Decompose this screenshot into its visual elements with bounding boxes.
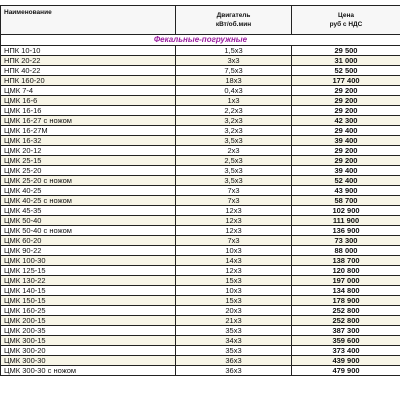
header-price-line2: руб с НДС [329, 21, 363, 28]
row-price: 29 200 [292, 106, 400, 116]
row-name: ЦМК 50-40 [1, 216, 176, 226]
row-name: ЦМК 130-22 [1, 276, 176, 286]
table-row [1, 56, 400, 66]
price-table [0, 5, 400, 376]
row-engine: 36х3 [176, 356, 292, 366]
row-engine: 1,5х3 [176, 46, 292, 56]
row-engine: 15х3 [176, 276, 292, 286]
row-price: 111 900 [292, 216, 400, 226]
row-price: 102 900 [292, 206, 400, 216]
row-name: ЦМК 125-15 [1, 266, 176, 276]
table-row [1, 266, 400, 276]
row-name: ЦМК 45-35 [1, 206, 176, 216]
table-row [1, 156, 400, 166]
table-row [1, 356, 400, 366]
row-engine: 20х3 [176, 306, 292, 316]
table-row [1, 46, 400, 56]
row-price: 439 900 [292, 356, 400, 366]
row-name: ЦМК 200-15 [1, 316, 176, 326]
table-row [1, 166, 400, 176]
row-engine: 12х3 [176, 216, 292, 226]
table-row [1, 336, 400, 346]
row-price: 29 500 [292, 46, 400, 56]
header-engine-line2: кВт/об.мин [215, 21, 252, 28]
row-name: ЦМК 140-15 [1, 286, 176, 296]
table-row [1, 126, 400, 136]
table-row [1, 256, 400, 266]
row-name: ЦМК 40-25 с ножом [1, 196, 176, 206]
header-price [292, 6, 400, 35]
row-engine: 10х3 [176, 286, 292, 296]
table-row [1, 196, 400, 206]
row-engine: 12х3 [176, 206, 292, 216]
row-engine: 7х3 [176, 186, 292, 196]
row-price: 42 300 [292, 116, 400, 126]
row-name: ЦМК 16-6 [1, 96, 176, 106]
row-name: ЦМК 20-12 [1, 146, 176, 156]
row-engine: 2,2х3 [176, 106, 292, 116]
table-row [1, 106, 400, 116]
table-row [1, 96, 400, 106]
row-engine: 15х3 [176, 296, 292, 306]
row-engine: 2х3 [176, 146, 292, 156]
row-engine: 35х3 [176, 346, 292, 356]
row-engine: 12х3 [176, 266, 292, 276]
table-row [1, 186, 400, 196]
row-engine: 3,5х3 [176, 166, 292, 176]
row-name: ЦМК 150-15 [1, 296, 176, 306]
row-price: 29 200 [292, 96, 400, 106]
row-name: ЦМК 300-30 с ножом [1, 366, 176, 376]
row-engine: 10х3 [176, 246, 292, 256]
row-name: ЦМК 60-20 [1, 236, 176, 246]
row-price: 39 400 [292, 166, 400, 176]
row-engine: 3,5х3 [176, 136, 292, 146]
row-price: 178 900 [292, 296, 400, 306]
row-price: 58 700 [292, 196, 400, 206]
row-name: ЦМК 100-30 [1, 256, 176, 266]
table-row [1, 136, 400, 146]
row-price: 88 000 [292, 246, 400, 256]
row-price: 252 800 [292, 306, 400, 316]
header-engine-line1: Двигатель [216, 12, 251, 19]
table-row [1, 116, 400, 126]
row-engine: 12х3 [176, 226, 292, 236]
row-price: 479 900 [292, 366, 400, 376]
table-row [1, 86, 400, 96]
row-engine: 3,2х3 [176, 116, 292, 126]
table-row [1, 226, 400, 236]
row-price: 73 300 [292, 236, 400, 246]
row-name: ЦМК 16-27М [1, 126, 176, 136]
row-name: ЦМК 25-20 [1, 166, 176, 176]
row-price: 31 000 [292, 56, 400, 66]
table-row [1, 176, 400, 186]
row-price: 177 400 [292, 76, 400, 86]
row-price: 138 700 [292, 256, 400, 266]
row-price: 136 900 [292, 226, 400, 236]
row-name: ЦМК 16-27 с ножом [1, 116, 176, 126]
row-price: 43 900 [292, 186, 400, 196]
table-row [1, 286, 400, 296]
row-name: ЦМК 7-4 [1, 86, 176, 96]
table-row [1, 296, 400, 306]
row-name: ЦМК 300-15 [1, 336, 176, 346]
row-name: ЦМК 25-15 [1, 156, 176, 166]
row-name: НПК 160-20 [1, 76, 176, 86]
table-row [1, 76, 400, 86]
row-price: 52 400 [292, 176, 400, 186]
row-price: 197 000 [292, 276, 400, 286]
table-row [1, 366, 400, 376]
row-name: ЦМК 16-32 [1, 136, 176, 146]
row-price: 29 200 [292, 156, 400, 166]
row-engine: 18х3 [176, 76, 292, 86]
row-name: ЦМК 16-16 [1, 106, 176, 116]
row-name: ЦМК 300-20 [1, 346, 176, 356]
row-name: НПК 20-22 [1, 56, 176, 66]
row-name: НПК 40-22 [1, 66, 176, 76]
row-name: ЦМК 300-30 [1, 356, 176, 366]
section-title: Фекальные-погружные [1, 35, 400, 46]
table-row [1, 306, 400, 316]
row-engine: 36х3 [176, 366, 292, 376]
header-price-line1: Цена [338, 12, 354, 19]
row-price: 134 800 [292, 286, 400, 296]
row-name: ЦМК 200-35 [1, 326, 176, 336]
table-row [1, 246, 400, 256]
row-engine: 3,2х3 [176, 126, 292, 136]
row-engine: 7,5х3 [176, 66, 292, 76]
row-price: 120 800 [292, 266, 400, 276]
row-name: ЦМК 160-25 [1, 306, 176, 316]
row-price: 29 200 [292, 86, 400, 96]
row-name: ЦМК 40-25 [1, 186, 176, 196]
table-row [1, 236, 400, 246]
row-name: ЦМК 90-22 [1, 246, 176, 256]
row-engine: 35х3 [176, 326, 292, 336]
table-row [1, 66, 400, 76]
row-price: 359 600 [292, 336, 400, 346]
row-engine: 14х3 [176, 256, 292, 266]
table-row [1, 216, 400, 226]
header-name: Наименование [1, 6, 176, 35]
table-row [1, 206, 400, 216]
table-row [1, 326, 400, 336]
row-price: 387 300 [292, 326, 400, 336]
row-name: ЦМК 50-40 с ножом [1, 226, 176, 236]
row-price: 373 400 [292, 346, 400, 356]
row-engine: 7х3 [176, 196, 292, 206]
row-engine: 3,5х3 [176, 176, 292, 186]
table-row [1, 276, 400, 286]
row-price: 29 200 [292, 146, 400, 156]
row-engine: 1х3 [176, 96, 292, 106]
row-engine: 34х3 [176, 336, 292, 346]
price-list-sheet [0, 5, 400, 376]
row-engine: 21х3 [176, 316, 292, 326]
table-row [1, 316, 400, 326]
row-name: НПК 10-10 [1, 46, 176, 56]
table-header-row [1, 6, 400, 35]
table-row [1, 346, 400, 356]
header-engine [176, 6, 292, 35]
row-price: 29 400 [292, 126, 400, 136]
row-engine: 0,4х3 [176, 86, 292, 96]
table-row [1, 146, 400, 156]
row-price: 39 400 [292, 136, 400, 146]
row-engine: 2,5х3 [176, 156, 292, 166]
row-price: 252 800 [292, 316, 400, 326]
row-price: 52 500 [292, 66, 400, 76]
row-engine: 3х3 [176, 56, 292, 66]
row-name: ЦМК 25-20 с ножом [1, 176, 176, 186]
row-engine: 7х3 [176, 236, 292, 246]
section-row [1, 35, 400, 46]
